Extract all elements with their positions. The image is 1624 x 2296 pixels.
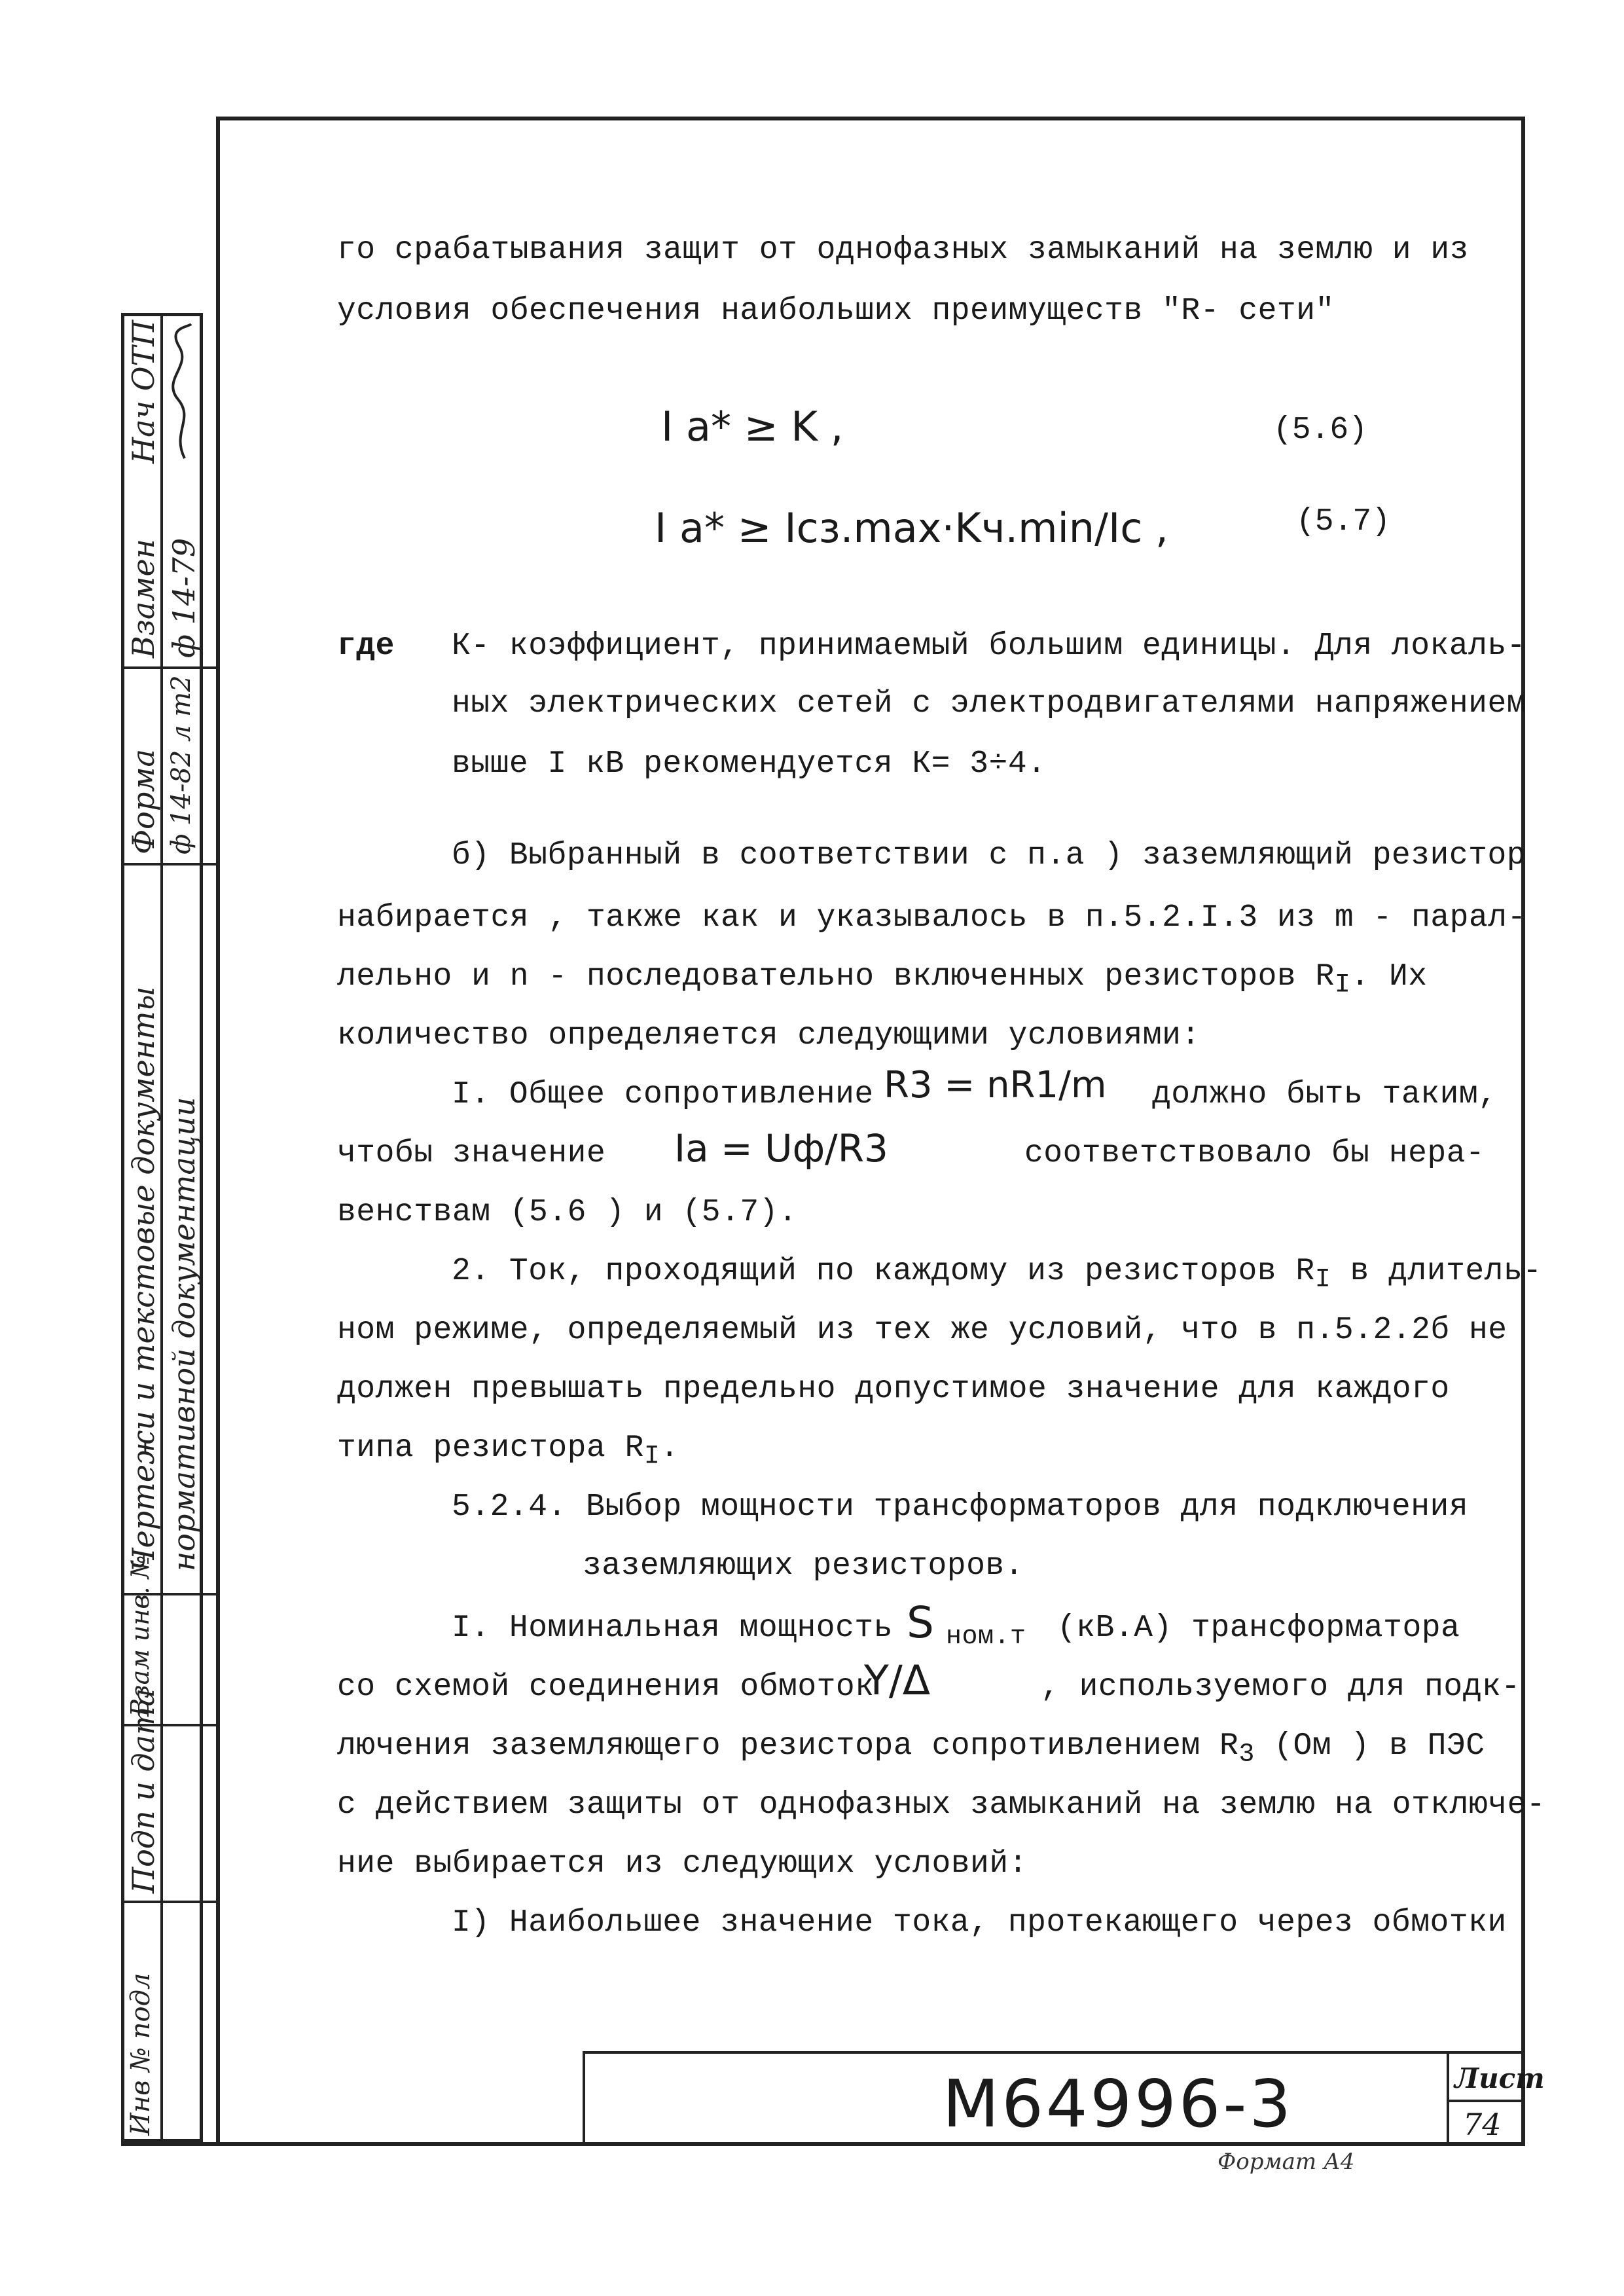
page-format: Формат А4 [1218, 2149, 1355, 2175]
text-line: венствам (5.6 ) и (5.7). [337, 1195, 798, 1230]
sheet-label: Лист [1454, 2062, 1545, 2094]
margin-divider [121, 666, 216, 669]
symbol-s: S [907, 1597, 934, 1648]
text-fragment: должно быть таким, [1152, 1077, 1498, 1112]
title-block-sheet-divider [1447, 2051, 1449, 2146]
text-fragment: I. Общее сопротивление [452, 1077, 874, 1112]
text-fragment: , используемого для подк- [1041, 1669, 1521, 1705]
frame-right-border [1521, 117, 1525, 2146]
title-block-top [583, 2051, 1525, 2054]
formula-5-7: I a* ≥ Iсз.max·Kч.min/Ic , [655, 504, 1168, 552]
signature-mark [165, 321, 199, 465]
title-block-sheet-split [1447, 2100, 1525, 2102]
margin-podp-data: Подп и дата [126, 1688, 161, 1893]
margin-nach-otp: Нач ОТП [126, 319, 161, 464]
subscript-nom-t: ном.т [946, 1622, 1026, 1652]
text-line: го срабатывания защит от однофазных замыканий на землю и из [337, 232, 1469, 268]
margin-divider [121, 1901, 216, 1903]
text-line: б) Выбранный в соответствии с п.а ) заземляющий резистор [452, 838, 1526, 873]
text-line: количество определяется следующими условиями: [337, 1018, 1200, 1053]
document-number: М64996-3 [943, 2066, 1294, 2142]
margin-forma: Форма [126, 749, 161, 854]
text-fragment: чтобы значение [337, 1136, 606, 1171]
subscript: I [1334, 970, 1351, 1000]
margin-chertezhi: Чертежи и текстовые документы [126, 986, 161, 1571]
text-line: условия обеспечения наибольших преимуществ "R- сети" [337, 293, 1335, 329]
text-line [337, 959, 1428, 1000]
text-line: должен превышать предельно допустимое значение для каждого [337, 1372, 1450, 1407]
formula-r3: R3 = nR1/m [884, 1064, 1107, 1106]
text-line [337, 1728, 1485, 1770]
text-fragment: лельно и n - последовательно включенных резисторов R [337, 959, 1335, 994]
section-heading: заземляющих резисторов. [583, 1548, 1024, 1584]
margin-vzamen: Взамен [126, 539, 161, 658]
margin-vzamen-value: ф 14-79 [166, 538, 202, 658]
frame-top-border [216, 117, 1525, 120]
title-block-left [583, 2051, 585, 2146]
margin-forma-value: ф 14-82 л m2 [166, 675, 196, 854]
formula-number-5-7: (5.7) [1296, 504, 1391, 539]
subscript: I [1314, 1265, 1331, 1295]
formula-5-6: I a* ≥ K , [661, 403, 844, 450]
frame-left-border [216, 117, 220, 2146]
text-fragment: (кВ.А) трансформатора [1057, 1611, 1460, 1646]
text-line: ние выбирается из следующих условий: [337, 1846, 1028, 1882]
text-fragment: в длитель- [1331, 1254, 1542, 1289]
subscript: I [643, 1442, 660, 1472]
frame-bottom-border [121, 2142, 1525, 2146]
text-line: выше I кВ рекомендуется К= 3÷4. [452, 746, 1047, 782]
text-fragment: . [660, 1430, 679, 1466]
margin-normativ: нормативной документации [166, 1097, 202, 1571]
symbol-star-delta: Y/Δ [864, 1656, 931, 1704]
text-line [452, 1254, 1542, 1295]
margin-inv-podl: Инв № подл [126, 1973, 156, 2136]
text-line: К- коэффициент, принимаемый большим единицы. Для локаль- [452, 629, 1526, 664]
where-label: где [337, 629, 395, 664]
text-fragment: лючения заземляющего резистора сопротивлением R [337, 1728, 1239, 1764]
text-line: ном режиме, определяемый из тех же условий, что в п.5.2.2б не [337, 1313, 1507, 1348]
text-fragment: I. Номинальная мощность [452, 1611, 893, 1646]
text-fragment: типа резистора R [337, 1430, 644, 1466]
formula-number-5-6: (5.6) [1273, 412, 1368, 448]
margin-vzam-inv: Взам инв. № [126, 1555, 154, 1717]
text-fragment: 2. Ток, проходящий по каждому из резисторов R [452, 1254, 1315, 1289]
text-line: ных электрических сетей с электродвигателями напряжением [452, 686, 1526, 721]
formula-ia: Ia = Uф/R3 [674, 1126, 888, 1171]
text-fragment: соответствовало бы нера- [1024, 1136, 1485, 1171]
subscript: 3 [1238, 1740, 1255, 1770]
text-line: с действием защиты от однофазных замыканий на землю на отключе- [337, 1787, 1546, 1823]
section-heading: 5.2.4. Выбор мощности трансформаторов для подключения [452, 1489, 1469, 1525]
text-fragment: со схемой соединения обмоток [337, 1669, 875, 1705]
text-fragment: (Ом ) в ПЭС [1254, 1728, 1485, 1764]
text-line [337, 1430, 679, 1472]
margin-divider [121, 863, 216, 866]
text-line: I) Наибольшее значение тока, протекающего через обмотки [452, 1905, 1507, 1941]
sheet-number: 74 [1463, 2107, 1502, 2142]
text-line: набирается , также как и указывалось в п.5.2.I.3 из m - парал- [337, 900, 1526, 936]
text-fragment: . Их [1350, 959, 1428, 994]
